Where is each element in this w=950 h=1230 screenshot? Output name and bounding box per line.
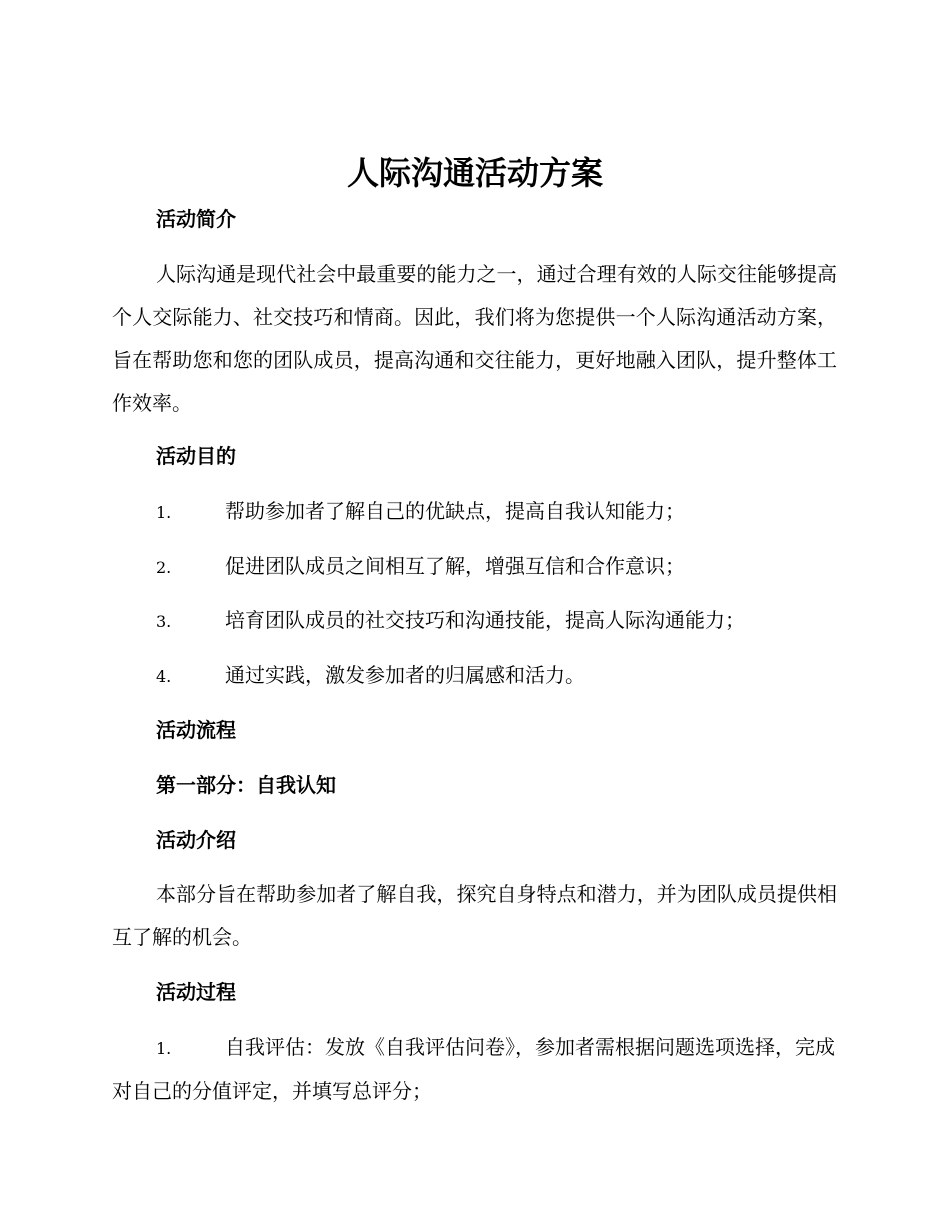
list-number: 4. xyxy=(156,667,172,686)
section-heading-process: 活动流程 xyxy=(156,718,236,742)
section-heading-goal: 活动目的 xyxy=(156,444,236,468)
list-number: 1. xyxy=(156,503,172,522)
part1-intro-paragraph: 本部分旨在帮助参加者了解自我，探究自身特点和潜力，并为团队成员提供相互了解的机会。 xyxy=(112,882,837,949)
list-number: 3. xyxy=(156,612,172,631)
list-text: 自我评估：发放《自我评估问卷》，参加者需根据问题选项选择，完成对自己的分值评定，并填写总评分； xyxy=(112,1035,835,1103)
list-item xyxy=(156,551,836,583)
list-item xyxy=(156,605,836,637)
list-item xyxy=(156,496,836,528)
section-heading-intro: 活动简介 xyxy=(156,207,236,231)
list-number: 2. xyxy=(156,558,172,577)
list-number: 1. xyxy=(156,1039,172,1058)
list-text: 促进团队成员之间相互了解，增强互信和合作意识； xyxy=(225,554,685,578)
section-heading-part1-process: 活动过程 xyxy=(156,980,236,1004)
list-text: 通过实践，激发参加者的归属感和活力。 xyxy=(225,663,585,687)
list-text: 培育团队成员的社交技巧和沟通技能，提高人际沟通能力； xyxy=(225,608,745,632)
document-title: 人际沟通活动方案 xyxy=(346,154,603,192)
list-item xyxy=(156,660,836,692)
list-text: 帮助参加者了解自己的优缺点，提高自我认知能力； xyxy=(225,499,685,523)
list-item xyxy=(112,1026,837,1113)
intro-paragraph: 人际沟通是现代社会中最重要的能力之一，通过合理有效的人际交往能够提高个人交际能力、社交技巧和情商。因此，我们将为您提供一个人际沟通活动方案，旨在帮助您和您的团队成员，提高沟通和交往能力，更好地融入团队，提升整体工作效率。 xyxy=(112,262,837,415)
section-heading-part1-intro: 活动介绍 xyxy=(156,828,236,852)
section-heading-part1: 第一部分：自我认知 xyxy=(156,773,336,797)
